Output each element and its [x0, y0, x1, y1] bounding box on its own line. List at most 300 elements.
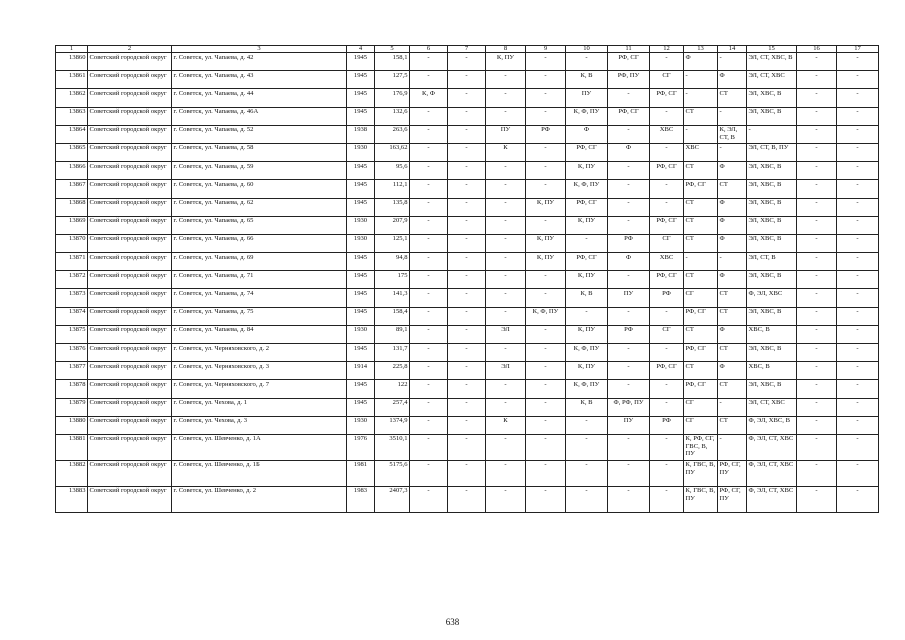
table-cell: К, ПУ [526, 234, 566, 252]
table-cell: - [526, 107, 566, 125]
table-cell: - [837, 107, 879, 125]
table-cell: - [486, 434, 526, 460]
table-cell: РФ, СГ [650, 162, 684, 180]
table-cell: - [448, 216, 486, 234]
table-cell: 13871 [56, 253, 88, 271]
table-cell: - [608, 162, 650, 180]
table-cell: - [410, 398, 448, 416]
table-cell: - [797, 180, 837, 198]
table-cell: - [797, 198, 837, 216]
table-cell: 13881 [56, 434, 88, 460]
table-cell: 1945 [347, 253, 375, 271]
table-cell: - [448, 307, 486, 325]
table-cell: РФ, СГ [684, 380, 718, 398]
table-cell: 1945 [347, 198, 375, 216]
table-cell: 13880 [56, 416, 88, 434]
table-cell: - [797, 460, 837, 486]
table-cell: - [410, 125, 448, 143]
column-number: 10 [566, 46, 608, 53]
table-cell: Ф, ЭЛ, СТ, ХВС [747, 460, 797, 486]
table-cell: - [797, 380, 837, 398]
table-cell: г. Советск, ул. Чапаева, д. 71 [172, 271, 347, 289]
table-cell: СТ [718, 289, 747, 307]
table-cell: Советский городской округ [88, 253, 172, 271]
table-cell: К, В [566, 289, 608, 307]
table-cell: 1945 [347, 271, 375, 289]
table-cell: 13866 [56, 162, 88, 180]
table-cell: - [410, 253, 448, 271]
table-cell: РФ, СГ [650, 362, 684, 380]
table-cell: - [526, 216, 566, 234]
table-cell: - [684, 125, 718, 143]
table-cell: - [448, 162, 486, 180]
table-cell: - [566, 307, 608, 325]
table-cell: - [650, 398, 684, 416]
table-cell: - [410, 307, 448, 325]
column-number: 15 [747, 46, 797, 53]
table-cell: - [797, 216, 837, 234]
table-cell: - [797, 253, 837, 271]
table-cell: РФ, СГ [650, 271, 684, 289]
table-cell: 3510,1 [375, 434, 410, 460]
table-cell: 13875 [56, 325, 88, 343]
table-cell: - [410, 325, 448, 343]
table-cell: 13872 [56, 271, 88, 289]
table-row [56, 434, 879, 460]
column-number: 12 [650, 46, 684, 53]
table-cell: - [526, 325, 566, 343]
table-cell: - [526, 486, 566, 512]
table-cell: - [448, 362, 486, 380]
table-cell: - [837, 162, 879, 180]
table-cell: - [410, 180, 448, 198]
table-cell: 13883 [56, 486, 88, 512]
table-cell: 13860 [56, 53, 88, 71]
table-cell: Ф [718, 234, 747, 252]
table-row [56, 198, 879, 216]
table-cell: г. Советск, ул. Чапаева, д. 59 [172, 162, 347, 180]
table-cell: - [486, 271, 526, 289]
table-row [56, 344, 879, 362]
table-cell: К, РФ, СГ, ГВС, В, ПУ [684, 434, 718, 460]
table-cell: СТ [684, 107, 718, 125]
table-cell: - [410, 434, 448, 460]
table-cell: - [410, 107, 448, 125]
column-number: 1 [56, 46, 88, 53]
table-cell: - [448, 344, 486, 362]
table-cell: г. Советск, ул. Шевченко, д. 2 [172, 486, 347, 512]
table-cell: СГ [650, 71, 684, 89]
table-cell: СТ [718, 180, 747, 198]
table-cell: СТ [718, 307, 747, 325]
table-cell: - [486, 307, 526, 325]
table-cell: - [650, 380, 684, 398]
table-cell: - [684, 89, 718, 107]
table-cell: РФ, СГ [608, 53, 650, 71]
table-cell: Ф [718, 162, 747, 180]
column-number-row [56, 46, 879, 53]
table-cell: - [448, 180, 486, 198]
table-cell: ЭЛ, СТ, ХВС [747, 398, 797, 416]
table-row [56, 460, 879, 486]
table-cell: - [448, 460, 486, 486]
table-cell: ЭЛ, СТ, В [747, 253, 797, 271]
table-cell: ЭЛ, ХВС, В [747, 162, 797, 180]
table-body [56, 46, 879, 513]
table-cell: К, Ф, ПУ [566, 380, 608, 398]
table-cell: 207,9 [375, 216, 410, 234]
table-cell: - [486, 398, 526, 416]
registry-table [55, 45, 879, 513]
table-cell: - [797, 486, 837, 512]
table-cell: РФ, СГ [608, 107, 650, 125]
table-cell: ЭЛ, СТ, В, ПУ [747, 143, 797, 161]
table-cell: РФ [526, 125, 566, 143]
table-cell: 94,8 [375, 253, 410, 271]
table-cell: - [410, 271, 448, 289]
table-cell: К, Ф, ПУ [526, 307, 566, 325]
table-cell: К, ПУ [566, 362, 608, 380]
table-cell: К, ПУ [566, 162, 608, 180]
table-cell: - [797, 307, 837, 325]
table-cell: Советский городской округ [88, 53, 172, 71]
table-cell: - [608, 125, 650, 143]
table-cell: Ф [684, 53, 718, 71]
table-cell: СГ [650, 325, 684, 343]
table-cell: ЭЛ, ХВС, В [747, 307, 797, 325]
table-cell: 1945 [347, 162, 375, 180]
table-cell: РФ [650, 416, 684, 434]
table-cell: СТ [684, 234, 718, 252]
table-cell: РФ, СГ [684, 307, 718, 325]
table-cell: СТ [718, 416, 747, 434]
table-row [56, 380, 879, 398]
table-cell: 13863 [56, 107, 88, 125]
table-cell: - [410, 234, 448, 252]
table-cell: Советский городской округ [88, 325, 172, 343]
table-cell: СТ [684, 271, 718, 289]
table-cell: - [410, 143, 448, 161]
table-cell: - [486, 289, 526, 307]
table-cell: РФ, СГ [684, 344, 718, 362]
column-number: 8 [486, 46, 526, 53]
table-cell: 1914 [347, 362, 375, 380]
table-cell: Советский городской округ [88, 460, 172, 486]
table-cell: - [718, 434, 747, 460]
table-row [56, 362, 879, 380]
table-cell: - [608, 434, 650, 460]
table-cell: - [486, 162, 526, 180]
table-cell: - [718, 53, 747, 71]
table-cell: ЭЛ, ХВС, В [747, 216, 797, 234]
table-cell: 1945 [347, 344, 375, 362]
table-cell: 1945 [347, 380, 375, 398]
table-cell: Советский городской округ [88, 180, 172, 198]
table-cell: - [526, 53, 566, 71]
table-cell: - [608, 216, 650, 234]
table-cell: - [837, 271, 879, 289]
table-cell: - [448, 289, 486, 307]
table-cell: г. Советск, ул. Чапаева, д. 84 [172, 325, 347, 343]
table-cell: Советский городской округ [88, 71, 172, 89]
table-cell: - [566, 460, 608, 486]
table-cell: - [486, 486, 526, 512]
table-cell: - [448, 234, 486, 252]
table-cell: - [526, 460, 566, 486]
table-cell: ЭЛ, ХВС, В [747, 107, 797, 125]
table-cell: - [837, 253, 879, 271]
table-cell: 13879 [56, 398, 88, 416]
table-cell: ХВС [650, 125, 684, 143]
table-cell: г. Советск, ул. Чехова, д. 3 [172, 416, 347, 434]
table-cell: - [526, 71, 566, 89]
table-row [56, 234, 879, 252]
column-number: 11 [608, 46, 650, 53]
table-cell: Советский городской округ [88, 143, 172, 161]
table-cell: - [448, 271, 486, 289]
table-cell: - [526, 89, 566, 107]
table-cell: - [448, 143, 486, 161]
table-cell: - [448, 71, 486, 89]
table-cell: - [608, 198, 650, 216]
table-cell: СТ [718, 344, 747, 362]
table-cell: ХВС [684, 143, 718, 161]
table-cell: г. Советск, ул. Чапаева, д. 75 [172, 307, 347, 325]
table-cell: ПУ [608, 289, 650, 307]
table-cell: 1945 [347, 307, 375, 325]
table-row [56, 107, 879, 125]
table-cell: 163,62 [375, 143, 410, 161]
table-cell: г. Советск, ул. Чехова, д. 1 [172, 398, 347, 416]
table-cell: - [526, 344, 566, 362]
table-cell: 176,9 [375, 89, 410, 107]
table-row [56, 143, 879, 161]
table-cell: - [448, 125, 486, 143]
table-cell: РФ [650, 289, 684, 307]
table-cell: - [650, 53, 684, 71]
table-cell: Ф [718, 71, 747, 89]
table-cell: Советский городской округ [88, 216, 172, 234]
table-row [56, 307, 879, 325]
table-cell: - [837, 434, 879, 460]
table-cell: 13876 [56, 344, 88, 362]
table-cell: Советский городской округ [88, 362, 172, 380]
table-cell: 1945 [347, 89, 375, 107]
column-number: 3 [172, 46, 347, 53]
table-cell: - [526, 380, 566, 398]
table-cell: - [837, 89, 879, 107]
table-cell: ПУ [608, 416, 650, 434]
table-cell: РФ, СГ [566, 198, 608, 216]
table-cell: 132,6 [375, 107, 410, 125]
column-number: 7 [448, 46, 486, 53]
table-cell: 13865 [56, 143, 88, 161]
table-cell: г. Советск, ул. Чапаева, д. 44 [172, 89, 347, 107]
table-cell: 175 [375, 271, 410, 289]
table-cell: 13868 [56, 198, 88, 216]
table-cell: - [650, 486, 684, 512]
table-row [56, 71, 879, 89]
table-cell: - [797, 271, 837, 289]
table-cell: 5175,6 [375, 460, 410, 486]
table-row [56, 162, 879, 180]
table-cell: 13878 [56, 380, 88, 398]
table-cell: г. Советск, ул. Чапаева, д. 58 [172, 143, 347, 161]
table-cell: РФ, СГ, ПУ [718, 460, 747, 486]
table-cell: - [650, 460, 684, 486]
table-cell: 1930 [347, 325, 375, 343]
table-cell: Ф [718, 216, 747, 234]
table-cell: - [797, 325, 837, 343]
table-cell: ЭЛ [486, 362, 526, 380]
table-cell: - [526, 398, 566, 416]
column-number: 14 [718, 46, 747, 53]
table-cell: - [410, 344, 448, 362]
table-cell: Ф [718, 271, 747, 289]
table-cell: К, В [566, 71, 608, 89]
table-cell: 1374,9 [375, 416, 410, 434]
table-cell: г. Советск, ул. Шевченко, д. 1А [172, 434, 347, 460]
table-cell: - [837, 234, 879, 252]
table-cell: ЭЛ, ХВС, В [747, 271, 797, 289]
table-cell: - [486, 71, 526, 89]
table-cell: - [486, 234, 526, 252]
table-cell: г. Советск, ул. Чапаева, д. 43 [172, 71, 347, 89]
table-cell: К, ЭЛ, СТ, В [718, 125, 747, 143]
table-cell: Советский городской округ [88, 380, 172, 398]
table-cell: - [608, 89, 650, 107]
table-cell: - [837, 307, 879, 325]
table-cell: 122 [375, 380, 410, 398]
table-cell: - [448, 398, 486, 416]
table-cell: 127,5 [375, 71, 410, 89]
table-cell: Ф [718, 362, 747, 380]
table-cell: - [486, 216, 526, 234]
table-cell: РФ [608, 234, 650, 252]
table-cell: 135,8 [375, 198, 410, 216]
table-cell: 13864 [56, 125, 88, 143]
table-cell: 158,1 [375, 53, 410, 71]
table-cell: - [837, 325, 879, 343]
table-cell: г. Советск, ул. Чапаева, д. 69 [172, 253, 347, 271]
table-cell: - [837, 380, 879, 398]
table-cell: - [718, 398, 747, 416]
table-cell: 1945 [347, 289, 375, 307]
table-cell: 1930 [347, 234, 375, 252]
table-row [56, 398, 879, 416]
table-cell: СТ [684, 198, 718, 216]
table-cell: - [650, 143, 684, 161]
table-cell: - [837, 486, 879, 512]
table-cell: - [448, 486, 486, 512]
table-cell: СТ [684, 216, 718, 234]
table-cell: - [797, 162, 837, 180]
table-cell: - [837, 216, 879, 234]
table-row [56, 180, 879, 198]
table-row [56, 271, 879, 289]
table-cell: - [448, 198, 486, 216]
table-cell: - [410, 460, 448, 486]
table-cell: Советский городской округ [88, 289, 172, 307]
table-cell: - [486, 253, 526, 271]
table-cell: - [410, 71, 448, 89]
table-cell: 1930 [347, 143, 375, 161]
table-cell: - [486, 198, 526, 216]
table-row [56, 253, 879, 271]
table-cell: - [797, 398, 837, 416]
table-cell: ЭЛ [486, 325, 526, 343]
table-cell: - [486, 180, 526, 198]
table-cell: 13862 [56, 89, 88, 107]
table-cell: - [650, 344, 684, 362]
table-cell: - [526, 416, 566, 434]
table-cell: - [797, 53, 837, 71]
table-cell: - [797, 89, 837, 107]
table-cell: - [797, 344, 837, 362]
table-cell: - [608, 344, 650, 362]
table-row [56, 216, 879, 234]
table-cell: - [448, 380, 486, 398]
table-cell: г. Советск, ул. Чапаева, д. 60 [172, 180, 347, 198]
table-cell: 125,1 [375, 234, 410, 252]
table-cell: г. Советск, ул. Чапаева, д. 52 [172, 125, 347, 143]
table-cell: - [448, 253, 486, 271]
table-cell: - [410, 416, 448, 434]
table-cell: 13874 [56, 307, 88, 325]
table-cell: Советский городской округ [88, 198, 172, 216]
table-cell: Ф [566, 125, 608, 143]
table-cell: Ф, РФ, ПУ [608, 398, 650, 416]
table-cell: Ф, ЭЛ, СТ, ХВС [747, 486, 797, 512]
table-cell: РФ, СГ [566, 143, 608, 161]
page-number: 638 [445, 617, 460, 627]
table-cell: Советский городской округ [88, 107, 172, 125]
table-cell: - [837, 198, 879, 216]
table-cell: - [837, 362, 879, 380]
table-cell: Ф, ЭЛ, СТ, ХВС [747, 434, 797, 460]
table-cell: 89,1 [375, 325, 410, 343]
table-cell: - [684, 71, 718, 89]
table-cell: СГ [684, 416, 718, 434]
table-cell: - [448, 89, 486, 107]
table-cell: К, Ф [410, 89, 448, 107]
table-cell: 141,3 [375, 289, 410, 307]
table-cell: - [526, 289, 566, 307]
table-cell: 13861 [56, 71, 88, 89]
table-cell: 131,7 [375, 344, 410, 362]
table-cell: К, ГВС, В, ПУ [684, 486, 718, 512]
column-number: 13 [684, 46, 718, 53]
column-number: 9 [526, 46, 566, 53]
table-cell: К [486, 416, 526, 434]
table-cell: - [837, 125, 879, 143]
table-cell: РФ, СГ [566, 253, 608, 271]
table-cell: СТ [718, 89, 747, 107]
table-cell: Советский городской округ [88, 344, 172, 362]
table-cell: 13877 [56, 362, 88, 380]
table-cell: Советский городской округ [88, 434, 172, 460]
table-cell: Советский городской округ [88, 398, 172, 416]
table-cell: - [566, 486, 608, 512]
table-cell: - [526, 162, 566, 180]
table-cell: - [566, 434, 608, 460]
table-cell: СТ [684, 362, 718, 380]
table-cell: ЭЛ, СТ, ХВС [747, 71, 797, 89]
table-cell: 1945 [347, 180, 375, 198]
table-cell: г. Советск, ул. Черняховского, д. 7 [172, 380, 347, 398]
table-cell: - [410, 289, 448, 307]
table-row [56, 486, 879, 512]
